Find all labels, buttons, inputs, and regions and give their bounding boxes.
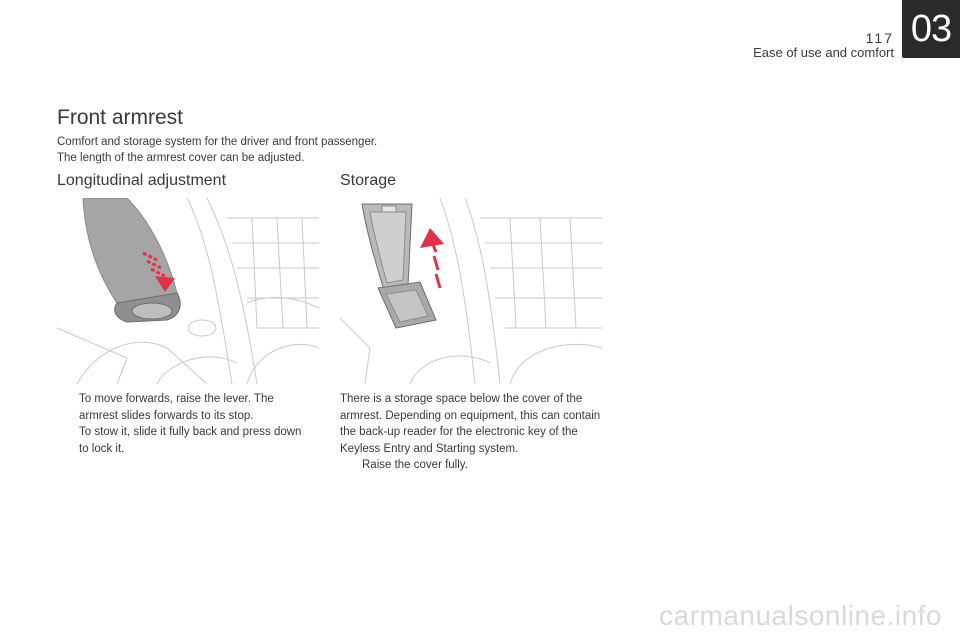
intro-line: The length of the armrest cover can be adjusted.: [57, 152, 305, 164]
section-name: Ease of use and comfort: [753, 45, 894, 60]
arrow-bullet-icon: [340, 457, 362, 474]
instruction-item: To stow it, slide it fully back and press down to lock it.: [57, 424, 302, 457]
arrow-bullet-icon: [57, 424, 79, 457]
longitudinal-instructions: [57, 391, 302, 457]
instruction-item: To move forwards, raise the lever. The armrest slides forwards to its stop.: [57, 391, 302, 424]
instruction-item: Raise the cover fully.: [340, 457, 602, 474]
page-number: 117: [865, 30, 894, 46]
longitudinal-heading: Longitudinal adjustment: [57, 172, 227, 189]
armrest-adjustment-illustration: [57, 198, 319, 384]
watermark: carmanualsonline.info: [659, 600, 942, 631]
storage-description: [340, 391, 602, 474]
arrow-bullet-icon: [57, 391, 79, 424]
chapter-tab: [902, 0, 960, 58]
intro-line: Comfort and storage system for the driver and front passenger.: [57, 136, 378, 148]
storage-paragraph: There is a storage space below the cover of the armrest. Depending on equipment, this can contain the back-up reader for the electronic key of the Keyless Entry and Starting system.: [340, 393, 601, 455]
up-arrow-icon: [420, 228, 444, 288]
armrest-storage-illustration: [340, 198, 602, 384]
chapter-number: 03: [910, 7, 952, 50]
page-title: Front armrest: [57, 106, 184, 129]
storage-heading: Storage: [340, 172, 397, 189]
intro-text: [57, 134, 477, 166]
